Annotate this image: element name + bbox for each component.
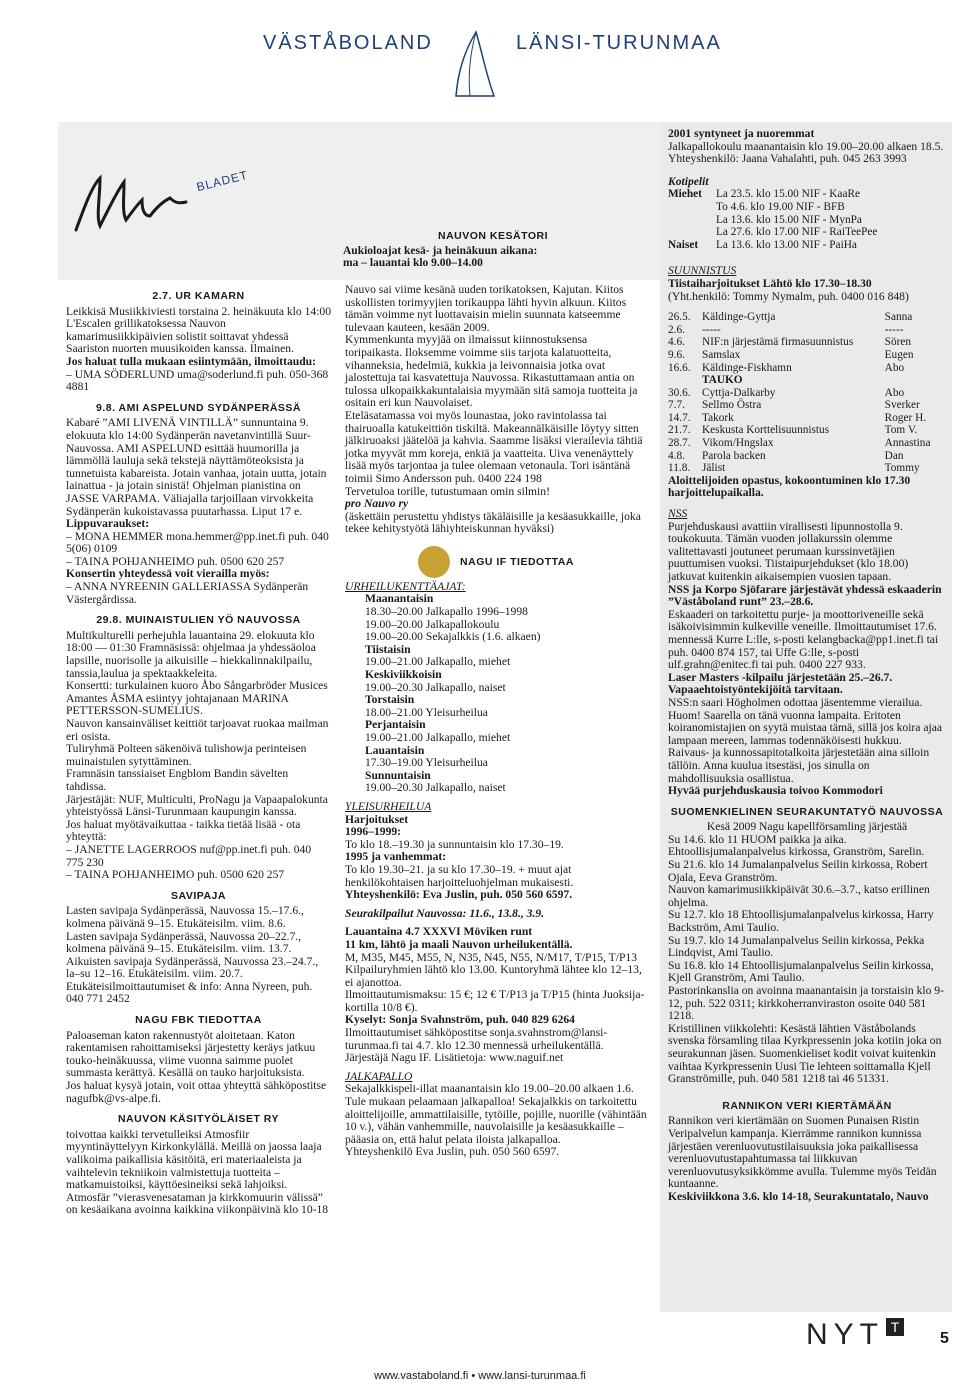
brand-lansi-turunmaa: LÄNSI-TURUNMAA [516, 32, 722, 54]
schedule-row: 19.00–20.30 Jalkapallo, naiset [365, 680, 506, 694]
paragraph: Multikulturelli perhejuhla lauantaina 29. elokuuta klo 18:00 — 01:30 Framnäsissä: ohjelmaa ja yhdessäoloa lapsille, nuorisolle ja aikuisille – hiekkalinnakilpailu, tanssia,laulua ja spektaakkeleita. [66, 628, 316, 680]
paragraph: 1996–1999: [345, 825, 402, 839]
column-1 [66, 282, 331, 1217]
schedule-day: Sunnuntaisin [365, 768, 431, 782]
game-time: To 4.6. klo 19.00 NIF - BFB [716, 200, 845, 213]
paragraph: SUUNNISTUS [668, 264, 737, 278]
table-cell: 14.7. [668, 411, 691, 424]
paragraph: (äskettäin perustettu yhdistys täkäläisille ja kesäasukkaille, joka tekee kehitystyötä lähiyhteiskunnan hyväksi) [345, 509, 641, 536]
paragraph: Lasten savipaja Sydänperässä, Nauvossa 20–22.7., kolmena päivänä 9–15. Etukäteisilm. viim. 13.7. [66, 929, 302, 956]
paragraph: Kyselyt: Sonja Svahnström, puh. 040 829 6264 [345, 1013, 575, 1027]
section-title: 2.7. UR KAMARN [152, 290, 245, 302]
paragraph: Kilpailuryhmien lähtö klo 13.00. Kuntoryhmä lähtee klo 12–13, ei ajanottoa. [345, 963, 642, 989]
table-row [668, 201, 877, 214]
paragraph: Nauvon kamarimusiikkipäivät 30.6.–3.7., katso erillinen ohjelma. [668, 883, 930, 909]
home-games-table [668, 188, 877, 251]
table-cell: Käldinge-Gyttja [702, 311, 776, 324]
sail-logo-icon [436, 30, 516, 100]
schedule-row: 19.00–21.00 Jalkapallo, miehet [365, 655, 511, 669]
paragraph: Ilmoittautumiset sähköpostitse sonja.svahnstrom@lansi-turunmaa.fi tai 4.7. klo 12.30 mennessä urheilukentällä. Järjestäjä Nagu IF. Lisätietoja: www.naguif.net [345, 1026, 608, 1065]
table-row [668, 387, 940, 400]
paragraph: Tervetuloa torille, tutustumaan omin silmin! [345, 484, 550, 498]
masthead [0, 30, 960, 100]
paragraph: Eteläsatamassa voi myös lounastaa, joko ravintolassa tai thairuoalla katukeittiön tiskiltä. Makeannälkäisille löytyy sitten jälkiruoaksi jäätelöä ja kahvia. Saamme lisäksi vierailevia tähtiä jotka myyvät mm koreja, enkiä ja vaatteita. Uiva venenäyttely lisää myös tarjontaa ja tulee olemaan vetonaula. Tori isäntänä toimii Simo Andersson puh. 0400 224 198 [345, 408, 643, 485]
schedule-row: 18.00–21.00 Yleisurheilua [365, 705, 488, 719]
paragraph: Hyvää purjehduskausia toivoo Kommodori [668, 784, 883, 798]
table-cell: Sanna [884, 311, 913, 324]
section-title: 29.8. MUINAISTULIEN YÖ NAUVOSSA [96, 614, 301, 627]
game-team [668, 226, 716, 239]
paragraph: Framnäsin tanssiaiset Engblom Bandin sävelten tahdissa. [66, 767, 289, 793]
table-row [668, 311, 940, 324]
game-team: Miehet [668, 188, 702, 201]
table-cell: 28.7. [668, 437, 691, 450]
table-cell: Sverker [884, 399, 920, 412]
paragraph: Lauantaina 4.7 XXXVI Möviken runt [345, 925, 533, 939]
game-time: La 13.6. klo 13.00 NIF - PaiHa [716, 238, 857, 251]
paragraph: Keskiviikkona 3.6. klo 14-18, Seurakuntatalo, Nauvo [668, 1189, 929, 1203]
paragraph: Kabaré ”AMI LIVENÄ VINTILLÄ” sunnuntaina 9. elokuuta klo 14:00 Sydänperän navetanvintillä Suur-Nauvossa. AMI ASPELUND esittää huumorilla ja lämmöllä lauluja sekä tekstejä näyttämöteoksista ja tunnetuista kabareista. Jotain vanhaa, jotain uutta, jotain lainattua - ja jotain sinistä! Ohjelman pianistina on JASSE VARPAMA. Väliajalla tarjoillaan virvokkeita Sydänperän kukoistavassa puutarhassa. Liput 17 e. [66, 416, 327, 518]
table-cell: 16.6. [668, 361, 691, 374]
game-team [668, 214, 716, 227]
paragraph: Tule mukaan pelaamaan jalkapalloa! Sekajalkkis on tarkoitettu aloittelijoille, ammattilaisille, tytöille, pojille, nuorille (vähintään 10 v.), vähän vanhemmille, nauvolaisille ja kesäasukkaille – pääasia on, että halut pelata iloista jalkapalloa. [345, 1095, 647, 1146]
schedule-day: Maanantaisin [365, 592, 434, 606]
paragraph: Nauvon kansainväliset keittiöt tarjoavat ruokaa mailman eri osista. [66, 717, 329, 743]
section-title: NAUVON KÄSITYÖLÄISET RY [117, 1113, 280, 1126]
table-cell: 7.7. [668, 399, 685, 412]
table-cell: 9.6. [668, 348, 685, 361]
paragraph: – TAINA POHJANHEIMO puh. 0500 620 257 [66, 554, 285, 568]
table-cell: 26.5. [668, 311, 691, 324]
section-title: SUOMENKIELINEN SEURAKUNTATYÖ NAUVOSSA [670, 805, 944, 818]
paragraph [668, 475, 946, 500]
paragraph: Tuliryhmä Polteen säkenöivä tulishowja perinteisen muinaistulen sytyttäminen. [66, 742, 307, 768]
paragraph: To klo 19.30–21. ja su klo 17.30–19. + muut ajat henkilökohtaisen harjoitteluohjelman mukaisesti. [345, 862, 574, 889]
schedule-row: 19.00–21.00 Jalkapallo, miehet [365, 731, 511, 744]
paragraph: – ANNA NYREENIN GALLERIASSA Sydänperän Västergårdissa. [66, 580, 309, 606]
paragraph: Su 12.7. klo 18 Ehtoollisjumalanpalvelus kirkossa, Harry Backström, Ami Taulio. [668, 908, 934, 935]
paragraph: Kesä 2009 Nagu kapellförsamling järjestää [706, 820, 908, 834]
schedule-row: 19.00–20.00 Sekajalkkis (1.6. alkaen) [365, 630, 541, 644]
paragraph: – UMA SÖDERLUND uma@soderlund.fi puh. 050-368 4881 [66, 367, 329, 394]
field-schedule [345, 593, 647, 795]
table-cell: Samslax [702, 348, 741, 361]
orienteering-table [668, 311, 940, 475]
nagu-if-title: NAGU IF TIEDOTTAA [460, 555, 574, 568]
paragraph: Paloaseman katon rakennustyöt aloitetaan. Katon rakentamisen rahoittamiseksi järjestetty keräys jatkuu touko-heinäkuussa, viime vuonna saimme puolet summasta kerättyä. Kesällä on tauko harjoituksista. [66, 1028, 316, 1080]
schedule-day: Lauantaisin [365, 743, 425, 757]
nyt-box: T [886, 1318, 904, 1336]
game-team [668, 201, 716, 214]
paragraph: Järjestäjät: NUF, Multiculti, ProNagu ja Vapaapalokunta yhteistyössä Länsi-Turunmaan kaupungin kanssa. [66, 792, 328, 819]
table-cell: Sören [884, 336, 912, 349]
table-cell [885, 374, 940, 387]
game-time: La 23.5. klo 15.00 NIF - KaaRe [716, 188, 861, 201]
table-cell: ----- [884, 323, 904, 336]
footer-urls: www.vastaboland.fi • www.lansi-turunmaa.fi [374, 1370, 586, 1382]
paragraph: Seurakilpailut Nauvossa: 11.6., 13.8., 3.9. [345, 906, 545, 920]
section-title: SAVIPAJA [171, 889, 226, 902]
table-cell: TAUKO [702, 374, 743, 387]
paragraph: Jos haluat myötävaikuttaa - taikka tietää lisää - ota yhteyttä: [66, 817, 301, 844]
schedule-day: Tiistaisin [365, 642, 411, 656]
schedule-row: 18.30–20.00 Jalkapallo 1996–1998 [365, 605, 528, 619]
game-time: La 13.6. klo 15.00 NIF - MynPa [716, 213, 862, 226]
paragraph: Purjehduskausi avattiin virallisesti lipunnostolla 9. toukokuuta. Tämän vuoden jollakurssin olemme valitettavasti joutuneet perumaan kurssinvetäjien puuttumisen vuoksi. Tiistaipurjehdukset (klo 18.00) jatkuvat kuitenkin aikaisempien vuosien tapaan. [668, 519, 909, 583]
paragraph: Konsertti: turkulainen kuoro Åbo Sångarbröder Musices Amantes ÅSMA esiintyy johtajanaan MARINA PETTERSSON-SUMELIUS. [66, 679, 328, 718]
paragraph: 2001 syntyneet ja nuoremmat [668, 127, 815, 140]
table-cell: 4.6. [668, 336, 685, 349]
paragraph: Rannikon veri kiertämään on Suomen Punaisen Ristin Veripalvelun kampanja. Kierrämme rannikon kunnissa järjestäen verenluovutustilaisuuksia joka paikallisessa verenluovutustapahtumassa tai liikkuvan verenluovutusyksikkömme avulla. Tulemme myös Teidän kuntaanne. [668, 1114, 937, 1191]
paragraph: Kotipelit [668, 174, 709, 188]
table-row [668, 362, 940, 375]
paragraph: Yhteyshenkilö: Eva Juslin, puh. 050 560 6597. [345, 888, 573, 902]
table-cell: 11.8. [668, 462, 691, 475]
schedule-day: Perjantaisin [365, 718, 426, 732]
table-cell: Cyttja-Dalkarby [702, 386, 776, 399]
column-2 [345, 284, 647, 1159]
paragraph: JALKAPALLO [345, 1069, 413, 1083]
paragraph: Su 19.7. klo 14 Jumalanpalvelus Seilin kirkossa, Pekka Lindqvist, Ami Taulio. [668, 933, 925, 960]
paragraph: Nauvo sai viime kesänä uuden torikatoksen, Kajutan. Kiitos uskollisten torimyyjien torikauppa lähti hyvin alkuun. Kiitos tämän voimme nyt luottavaisin mielin suunnata katseemme tulevaan kauteen, kesään 2009. [345, 283, 627, 334]
table-cell: Käldinge-Fiskhamn [702, 361, 792, 374]
paragraph: Yhteyshenkilö Eva Juslin, puh. 050 560 6597. [345, 1145, 560, 1159]
bladet-label: BLADET [195, 167, 250, 195]
table-cell: NIF:n järjestämä firmasuunnistus [702, 336, 854, 349]
paragraph: – JANETTE LAGERROOS nuf@pp.inet.fi puh. 040 775 230 [66, 842, 312, 869]
table-cell: Dan [884, 449, 904, 462]
paragraph: YLEISURHEILUA [345, 799, 432, 813]
paragraph: Jalkapallokoulu maanantaisin klo 19.00–20.00 alkaen 18.5. Yhteyshenkilö: Jaana Vahalahti, puh. 045 263 3993 [668, 139, 944, 166]
table-cell: 4.8. [668, 449, 685, 462]
table-row [668, 374, 940, 387]
paragraph: Jos haluat kysyä jotain, voit ottaa yhteyttä sähköpostitse nagufbk@vs-alpe.fi. [66, 1079, 327, 1105]
section-title: 9.8. AMI ASPELUND SYDÄNPERÄSSÄ [95, 401, 301, 414]
paragraph: 11 km, lähtö ja maali Nauvon urheilukentällä. [345, 937, 573, 951]
kesatori-notice [343, 230, 643, 270]
nagu-if-logo-icon [418, 546, 450, 578]
beginners-note: Aloittelijoiden opastus, kokoontuminen klo 17.30 harjoittelupaikalla. [668, 473, 911, 500]
paragraph: Su 21.6. klo 14 Jumalanpalvelus Seilin kirkossa, Robert Ojala, Eeva Granström. [668, 858, 928, 884]
kesatori-hours-2: ma – lauantai klo 9.00–14.00 [343, 257, 483, 269]
section-title: NAGU FBK TIEDOTTAA [135, 1014, 262, 1027]
paragraph: Ilmoittautumismaksu: 15 €; 12 € T/P13 ja T/P15 (hinta Juoksija-kortilla 10/8 €). [345, 988, 645, 1014]
table-row [668, 239, 877, 252]
table-cell: Takork [702, 411, 734, 424]
schedule-row: 19.00–20.00 Jalkapallokoulu [365, 617, 500, 631]
paragraph: Konsertin yhteydessä voit vierailla myös: [66, 567, 270, 581]
paragraph: Kymmenkunta myyjää on ilmaissut kiinnostuksensa toripaikasta. Iloksemme voimme siis tarjota kalatuotteita, vihanneksia, hedelmiä, kukkia ja leivonnaisia jotka ovat jalostettuja tai kasvatettuja Nauvossa. Rikastuttamaan antia on tulossa ulkopaikkakuntalaisia myymään sitä samoja tuotteita ja ositain eri kun Nauvolaiset. [345, 333, 638, 410]
game-time: La 27.6. klo 17.00 NIF - RaiTeePee [716, 226, 878, 239]
table-row [668, 349, 940, 362]
schedule-day: Keskiviikkoisin [365, 668, 442, 682]
table-row [668, 437, 940, 450]
paragraph: – TAINA POHJANHEIMO puh. 0500 620 257 [66, 868, 285, 882]
nyt-logo [806, 1318, 904, 1352]
paragraph: Laser Masters -kilpailu järjestetään 25.–26.7. Vapaaehtoistyöntekijöitä tarvitaan. [668, 670, 893, 697]
table-row [668, 450, 940, 463]
paragraph: Leikkisä Musiikkiviesti torstaina 2. heinäkuuta klo 14:00 L'Escalen grillikatoksessa Nauvon kamarimusiikkipäivien solistit soittavat yhdessä Saariston nuorten muusikoiden kanssa. Ilmainen. [66, 304, 332, 356]
table-cell: 2.6. [668, 323, 685, 336]
paragraph: Su 16.8. klo 14 Ehtoollisjumalanpalvelus Seilin kirkossa, Kjell Granström, Ami Taulio. [668, 958, 934, 985]
table-cell: Roger H. [884, 411, 927, 424]
paragraph: toivottaa kaikki tervetulleiksi Atmosfiir myyntinäyttelyyn Kirkonkylällä. Meillä on jaossa laaja valikoima paikallisia käsitöitä, eri materiaaleista ja vaihtelevin tekniikoin valmistettuja tuotteita – matkamuistoiksi, käyttöesineiksi sekä lahjoiksi. [66, 1127, 322, 1192]
paragraph: Lasten savipaja Sydänperässä, Nauvossa 15.–17.6., kolmena päivänä 9–15. Etukäteisilm. viim. 8.6. [66, 904, 304, 930]
paragraph: M, M35, M45, M55, N, N35, N45, N55, N/M17, T/P15, T/P13 [345, 950, 638, 964]
paragraph: Eskaaderi on tarkoitettu purje- ja moottoriveneille sekä isäkoivisimmin kulkeville veneille. Ilmoittautumiset 17.6. mennessä Kurre L:lle, s-posti kelangbacka@pp1.inet.fi tai puh. 0400 874 157, tai Uffe G:lle, s-posti ulf.grahn@enitec.fi tai puh. 0400 227 933. [668, 607, 939, 672]
paragraph: To klo 18.–19.30 ja sunnuntaisin klo 17.30–19. [345, 837, 564, 851]
table-cell: Abo [884, 361, 905, 374]
table-cell: 21.7. [668, 424, 691, 437]
paragraph: Raivaus- ja kunnossapitotalkoita järjestetään aina silloin tällöin. Anna kuulua itsestäsi, jos sinulla on mahdollisuuksia osallistua. [668, 746, 930, 785]
table-cell: 30.6. [668, 386, 691, 399]
table-row [668, 324, 940, 337]
paragraph: Atmosfär ”vierasvenesataman ja kirkkomuurin välissä” on kesäaikana avoinna kaikkina viikonpäivinä klo 10-18 [66, 1190, 329, 1217]
table-cell: Annastina [884, 437, 931, 450]
nyt-text: NYT [806, 1318, 884, 1351]
paragraph: 1995 ja vanhemmat: [345, 850, 447, 864]
paragraph: Su 14.6. klo 11 HUOM paikka ja aika. Ehtoollisjumalanpalvelus kirkossa, Granström, Sarelin. [668, 832, 925, 859]
schedule-day: Torstaisin [365, 693, 415, 707]
kesatori-title: NAUVON KESÄTORI [438, 230, 548, 242]
table-row [668, 214, 877, 227]
table-row [668, 399, 940, 412]
table-cell: Vikom/Hngslax [702, 437, 774, 450]
schedule-row: 19.00–20.30 Jalkapallo, naiset [365, 781, 506, 795]
table-cell: Tom V. [884, 424, 918, 437]
paragraph: Harjoitukset [345, 812, 409, 826]
paragraph: Sekajalkkispeli-illat maanantaisin klo 19.00–20.00 alkaen 1.6. [345, 1082, 634, 1096]
paragraph: NSS ja Korpo Sjöfarare järjestävät yhdessä eskaaderin ”Väståboland runt” 23.–28.6. [668, 582, 942, 609]
table-cell: Parola backen [702, 449, 766, 462]
table-cell: Tommy [884, 462, 920, 475]
table-cell [668, 374, 702, 387]
table-cell: Jälist [702, 462, 726, 475]
table-row [668, 188, 877, 201]
paragraph: Kristillinen viikkolehti: Kesästä lähtien Väståbolands svenska församling tilaa Kyrkpressenin joka kotiin joka on seurakunnan jäsen. Suomenkieliset kodit voivat kuitenkin vaihtaa Kyrkpressenin Uusi Tie lehteen soittamalla Kjell Granströmille, puh. 040 581 1218 tai 46 51331. [668, 1021, 942, 1086]
paragraph: Aikuisten savipaja Sydänperässä, Nauvossa 23.–24.7., la–su 12–16. Etukäteisilm. viim. 20.7. [66, 954, 319, 981]
table-cell: Abo [884, 386, 905, 399]
page-number: 5 [940, 1330, 949, 1347]
table-cell: Keskusta Korttelisuunnistus [702, 424, 830, 437]
paragraph: – MONA HEMMER mona.hemmer@pp.inet.fi puh. 040 5(06) 0109 [66, 529, 329, 556]
nauvo-bladet-logo [70, 167, 250, 243]
table-cell: Sellmo Östra [702, 399, 762, 412]
paragraph: (Yht.henkilö: Tommy Nymalm, puh. 0400 016 848) [668, 289, 909, 303]
paragraph: Etukäteisilmoittautumiset & info: Anna Nyreen, puh. 040 771 2452 [66, 979, 313, 1006]
paragraph: NSS:n saari Högholmen odottaa jäsentemme vierailua. Huom! Saarella on tänä vuonna lampaita. Eritoten koiranomistajien on syytä muistaa tämä, sillä jos koira ajaa lampaan mereen, lammas todennäköisesti hukkuu. [668, 695, 942, 747]
table-row [668, 226, 877, 239]
section-title: RANNIKON VERI KIERTÄMÄÄN [722, 1099, 892, 1112]
kesatori-hours-1: Aukioloajat kesä- ja heinäkuun aikana: [343, 244, 538, 257]
table-row [668, 424, 940, 437]
paragraph: Tiistaiharjoitukset Lähtö klo 17.30–18.30 [668, 276, 872, 290]
table-cell: ----- [702, 323, 721, 336]
paragraph: Jos haluat tulla mukaan esiintymään, ilmoittaudu: [66, 354, 316, 368]
paragraph: NSS [668, 507, 688, 521]
brand-vastaboland: VÄSTÅBOLAND [263, 32, 433, 54]
section-title [345, 546, 647, 578]
table-cell: Eugen [884, 348, 914, 361]
column-3 [668, 128, 946, 1204]
nauvo-script-icon [70, 168, 200, 238]
schedule-row: 17.30–19.00 Yleisurheilua [365, 756, 488, 770]
table-row [668, 412, 940, 425]
table-row [668, 336, 940, 349]
paragraph: Lippuvaraukset: [66, 517, 150, 531]
paragraph: Pastorinkanslia on avoinna maanantaisin ja torstaisin klo 9-12, puh. 522 0311; kirkkoherranviraston osoite 040 581 1218. [668, 984, 944, 1023]
paragraph: URHEILUKENTTÄAJAT: [345, 579, 466, 593]
game-team: Naiset [668, 238, 699, 251]
paragraph: pro Nauvo ry [345, 497, 409, 511]
